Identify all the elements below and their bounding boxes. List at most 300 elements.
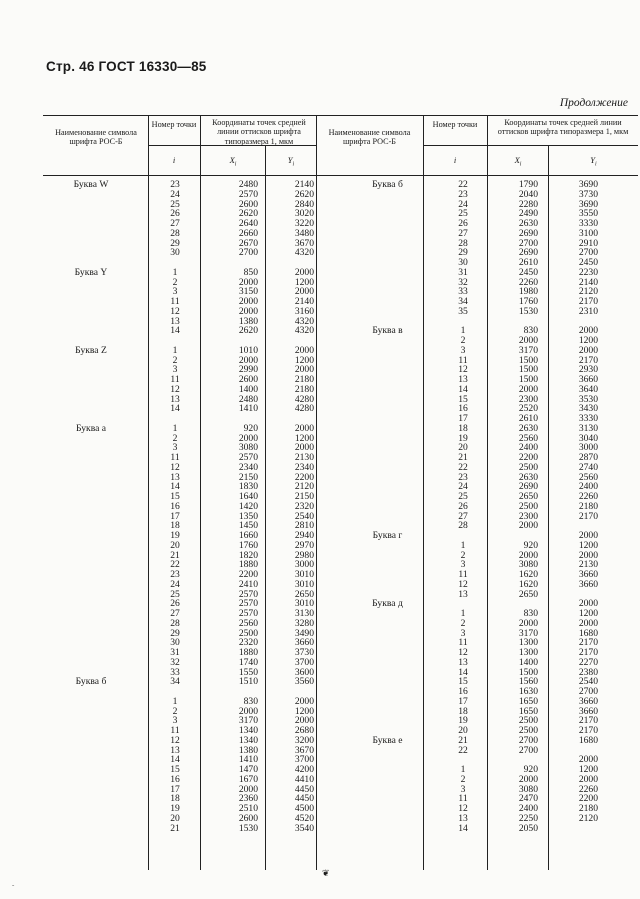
left-y-cell: 3480	[294, 227, 314, 239]
right-number-cell: 32	[458, 276, 468, 288]
right-x-cell: 2000	[518, 773, 538, 785]
left-x-cell: 2670	[238, 237, 258, 249]
left-number-cell: 11	[170, 725, 180, 736]
left-y-cell: 2650	[294, 588, 314, 600]
left-x-cell: 850	[243, 266, 258, 278]
left-number-cell: 20	[170, 539, 180, 551]
right-x-cell: 2250	[518, 812, 538, 824]
right-number-cell: 11	[458, 354, 468, 366]
left-y-cell: 2000	[294, 442, 314, 454]
header-symbol-name: Наименование символа шрифта РОС-Б	[55, 128, 137, 147]
right-number-cell: 11	[458, 637, 468, 649]
header-coordinates: Координаты точек средней линии оттисков шрифта типоразмера 1, мкм	[497, 118, 629, 137]
left-number-cell: 24	[170, 578, 180, 590]
right-y-cell: 1200	[578, 335, 598, 346]
right-y-cell: 2930	[578, 364, 598, 376]
right-name-cell	[340, 746, 435, 756]
header-symbol-name: Наименование символа шрифта РОС-Б	[328, 128, 411, 147]
right-name-cell	[340, 268, 435, 278]
left-number-cell: 11	[170, 452, 180, 463]
left-x-cell: 830	[243, 695, 258, 707]
left-x-cell: 2200	[238, 569, 258, 580]
left-name-cell: Буква б	[75, 676, 107, 688]
left-number-cell: 3	[172, 442, 178, 454]
right-number-cell: 23	[458, 471, 468, 483]
right-y-cell: 2700	[578, 247, 598, 259]
left-y-cell: 3280	[294, 617, 314, 629]
left-x-cell: 2510	[238, 803, 258, 814]
right-number-cell: 22	[458, 744, 468, 756]
right-name-cell	[340, 541, 435, 551]
right-number-cell: 16	[458, 403, 468, 415]
right-number-cell: 13	[458, 812, 468, 824]
right-y-cell: 1680	[578, 627, 598, 639]
right-header-mid-rule	[423, 145, 638, 146]
right-number-cell: 11	[458, 569, 468, 580]
left-name-cell	[46, 375, 136, 385]
left-y-cell: 2940	[294, 530, 314, 541]
left-number-cell: 1	[172, 422, 178, 434]
left-x-cell: 2570	[238, 188, 258, 200]
right-name-cell	[340, 200, 435, 210]
right-x-column	[498, 180, 538, 833]
right-y-cell: 3730	[578, 188, 598, 200]
right-y-cell: 3550	[578, 208, 598, 220]
left-number-cell: 20	[170, 812, 180, 824]
left-x-cell: 2410	[238, 578, 258, 590]
right-y-cell: 2170	[578, 715, 598, 727]
left-number-cell: 27	[170, 218, 180, 229]
left-number-cell: 13	[170, 471, 180, 483]
right-x-cell: 920	[523, 539, 538, 551]
header-y: $Y_i$	[590, 155, 597, 168]
right-x-cell: 2700	[518, 734, 538, 746]
col-divider	[265, 145, 266, 870]
right-y-cell: 3330	[578, 218, 598, 229]
right-name-cell	[340, 385, 435, 395]
left-y-cell: 2000	[294, 364, 314, 376]
left-name-cell	[46, 794, 136, 804]
right-y-cell: 3690	[578, 198, 598, 210]
right-number-cell: 21	[458, 734, 468, 746]
left-name-column	[46, 180, 136, 824]
left-name-cell	[46, 200, 136, 210]
left-x-cell: 2600	[238, 374, 258, 385]
left-x-cell: 2500	[238, 627, 258, 639]
continuation-label: Продолжение	[559, 97, 628, 109]
right-y-cell: 2180	[578, 500, 598, 512]
right-x-cell: 2200	[518, 452, 538, 463]
left-x-cell: 2600	[238, 198, 258, 210]
right-x-cell: 2700	[518, 744, 538, 756]
left-x-cell: 2000	[238, 305, 258, 317]
right-name-cell	[340, 209, 435, 219]
right-x-cell: 3080	[518, 783, 538, 795]
right-y-cell: 2000	[578, 530, 598, 541]
left-number-cell: 25	[170, 198, 180, 210]
left-x-cell: 1530	[238, 822, 258, 834]
right-number-cell: 12	[458, 647, 468, 658]
left-x-cell: 1660	[238, 530, 258, 541]
left-y-cell: 3130	[294, 608, 314, 619]
right-y-cell: 3530	[578, 393, 598, 405]
right-x-cell: 2690	[518, 227, 538, 239]
right-y-cell: 2270	[578, 656, 598, 668]
left-y-cell: 2000	[294, 695, 314, 707]
right-x-cell: 1620	[518, 569, 538, 580]
right-name-cell	[340, 492, 435, 502]
right-number-cell: 12	[458, 578, 468, 590]
right-y-cell: 2130	[578, 559, 598, 571]
right-y-cell: 2700	[578, 686, 598, 697]
right-number-cell: 18	[458, 422, 468, 434]
right-name-cell	[340, 716, 435, 726]
left-number-cell: 2	[172, 432, 178, 444]
right-y-cell: 2260	[578, 491, 598, 502]
right-y-column	[555, 180, 598, 824]
left-number-cell: 14	[170, 403, 180, 415]
right-y-cell: 2120	[578, 812, 598, 824]
right-y-cell: 2000	[578, 773, 598, 785]
left-y-cell: 2000	[294, 266, 314, 278]
left-name-cell	[46, 697, 136, 707]
left-name-cell	[46, 560, 136, 570]
right-name-cell	[340, 453, 435, 463]
right-number-cell: 15	[458, 393, 468, 405]
left-name-cell	[46, 648, 136, 658]
left-x-cell: 3150	[238, 286, 258, 298]
right-x-cell: 830	[523, 325, 538, 337]
right-x-cell: 2260	[518, 276, 538, 288]
right-x-cell: 2500	[518, 500, 538, 512]
right-number-cell: 14	[458, 822, 468, 834]
right-name-cell	[340, 482, 435, 492]
right-x-cell: 1530	[518, 305, 538, 317]
right-name-cell	[340, 580, 435, 590]
right-number-cell: 1	[460, 608, 466, 619]
right-name-cell	[340, 697, 435, 707]
left-name-cell	[46, 287, 136, 297]
right-number-cell: 11	[458, 793, 468, 805]
right-number-cell: 22	[458, 179, 468, 190]
header-point-number: Номер точки	[432, 120, 478, 129]
right-number-cell: 35	[458, 305, 468, 317]
right-x-cell: 2490	[518, 208, 538, 220]
right-y-cell: 2450	[578, 257, 598, 268]
right-x-cell: 1620	[518, 578, 538, 590]
col-divider	[148, 115, 149, 870]
left-y-cell: 3560	[294, 676, 314, 688]
left-x-cell: 1410	[238, 754, 258, 766]
scan-mark-icon: ˘	[12, 884, 15, 892]
left-number-cell: 33	[170, 666, 180, 678]
left-number-cell: 11	[170, 374, 180, 385]
left-name-cell	[46, 755, 136, 765]
right-number-cell: 24	[458, 198, 468, 210]
left-x-cell: 2990	[238, 364, 258, 376]
left-x-cell: 1450	[238, 520, 258, 532]
left-y-cell: 2180	[294, 374, 314, 385]
left-y-cell: 4410	[294, 773, 314, 785]
right-name-cell	[340, 658, 435, 668]
right-x-cell: 2000	[518, 617, 538, 629]
left-y-cell: 2200	[294, 471, 314, 483]
right-name-cell	[340, 297, 435, 307]
right-number-cell: 20	[458, 725, 468, 736]
left-x-cell: 2000	[238, 354, 258, 366]
right-x-cell: 3170	[518, 344, 538, 356]
left-name-cell	[46, 629, 136, 639]
left-name-cell	[46, 229, 136, 239]
left-y-cell: 4500	[294, 803, 314, 814]
right-y-cell: 2310	[578, 305, 598, 317]
left-name-cell	[46, 395, 136, 405]
left-x-cell: 2000	[238, 705, 258, 717]
right-y-cell: 2170	[578, 296, 598, 307]
right-name-cell	[340, 551, 435, 561]
left-number-cell: 24	[170, 188, 180, 200]
left-number-cell: 16	[170, 500, 180, 512]
left-name-cell	[46, 209, 136, 219]
left-y-cell: 3700	[294, 656, 314, 668]
right-number-cell: 31	[458, 266, 468, 278]
left-number-cell: 3	[172, 364, 178, 376]
right-name-cell	[340, 287, 435, 297]
left-name-cell	[46, 804, 136, 814]
right-y-cell: 2120	[578, 286, 598, 298]
header-coordinates: Координаты точек средней линии оттисков шрифта типоразмера 1, мкм	[212, 118, 306, 146]
right-name-cell	[340, 765, 435, 775]
header-point-number: Номер точки	[151, 120, 197, 129]
left-x-cell: 3170	[238, 715, 258, 727]
left-x-cell: 2620	[238, 325, 258, 337]
right-name-cell	[340, 629, 435, 639]
right-name-cell: Буква б	[372, 179, 403, 190]
left-x-cell: 2150	[238, 471, 258, 483]
left-y-cell: 2140	[294, 179, 314, 190]
left-name-cell	[46, 453, 136, 463]
right-x-cell: 2000	[518, 335, 538, 346]
left-x-cell: 2000	[238, 276, 258, 288]
left-x-cell: 2340	[238, 461, 258, 473]
right-name-cell	[340, 336, 435, 346]
left-x-cell: 2360	[238, 793, 258, 805]
right-y-cell: 1200	[578, 764, 598, 775]
right-y-cell: 2200	[578, 793, 598, 805]
left-number-cell: 21	[170, 822, 180, 834]
right-y-cell: 2170	[578, 354, 598, 366]
left-y-cell: 3000	[294, 559, 314, 571]
right-number-cell: 13	[458, 656, 468, 668]
left-x-cell: 1880	[238, 647, 258, 658]
left-name-cell	[46, 687, 136, 697]
left-name-cell	[46, 317, 136, 327]
left-y-cell: 3160	[294, 305, 314, 317]
left-y-cell: 3670	[294, 237, 314, 249]
right-number-cell: 24	[458, 481, 468, 493]
right-number-cell: 25	[458, 208, 468, 220]
left-number-cell: 30	[170, 637, 180, 649]
left-name-cell: Буква W	[73, 179, 109, 190]
left-number-cell: 15	[170, 764, 180, 775]
left-x-cell: 1740	[238, 656, 258, 668]
left-name-cell	[46, 365, 136, 375]
right-name-cell	[340, 414, 435, 424]
left-name-cell	[46, 551, 136, 561]
left-y-cell: 3490	[294, 627, 314, 639]
left-y-cell: 4450	[294, 783, 314, 795]
right-y-cell: 1200	[578, 608, 598, 619]
left-name-cell	[46, 707, 136, 717]
left-name-cell	[46, 326, 136, 336]
right-x-cell: 1650	[518, 695, 538, 707]
right-name-cell: Буква г	[372, 530, 403, 541]
left-name-cell	[46, 443, 136, 453]
right-number-cell: 21	[458, 452, 468, 463]
right-x-cell: 3080	[518, 559, 538, 571]
left-name-cell	[46, 404, 136, 414]
left-x-cell: 1820	[238, 549, 258, 561]
right-y-cell: 2400	[578, 481, 598, 493]
left-y-cell: 4320	[294, 247, 314, 259]
right-number-cell: 29	[458, 247, 468, 259]
right-y-cell: 2170	[578, 637, 598, 649]
left-number-cell: 12	[170, 461, 180, 473]
right-x-cell: 2630	[518, 218, 538, 229]
left-number-cell: 2	[172, 276, 178, 288]
right-name-column	[340, 180, 435, 804]
left-name-cell	[46, 599, 136, 609]
left-x-cell: 1640	[238, 491, 258, 502]
right-number-cell: 2	[460, 549, 466, 561]
left-x-cell: 1470	[238, 764, 258, 775]
left-number-cell: 17	[170, 510, 180, 522]
right-y-cell: 3430	[578, 403, 598, 415]
right-number-cell: 3	[460, 344, 466, 356]
right-x-cell: 1630	[518, 686, 538, 697]
right-y-cell: 3660	[578, 695, 598, 707]
right-name-cell	[340, 239, 435, 249]
table-top-rule	[43, 115, 638, 116]
left-y-cell: 4450	[294, 793, 314, 805]
left-x-cell: 2700	[238, 247, 258, 259]
right-number-cell: 19	[458, 432, 468, 444]
right-name-cell	[340, 794, 435, 804]
right-number-cell: 26	[458, 218, 468, 229]
right-name-cell: Буква д	[372, 598, 403, 610]
right-x-cell: 1790	[518, 179, 538, 190]
left-number-cell: 18	[170, 520, 180, 532]
right-y-cell: 2560	[578, 471, 598, 483]
left-y-cell: 2140	[294, 296, 314, 307]
right-name-cell	[340, 785, 435, 795]
right-x-cell: 1300	[518, 637, 538, 649]
right-name-cell	[340, 609, 435, 619]
left-y-cell: 2000	[294, 286, 314, 298]
left-y-cell: 4320	[294, 315, 314, 327]
left-name-cell	[46, 190, 136, 200]
left-x-cell: 2570	[238, 608, 258, 619]
left-number-cell: 23	[170, 179, 180, 190]
left-y-cell: 3220	[294, 218, 314, 229]
left-y-cell: 3730	[294, 647, 314, 658]
right-number-cell: 22	[458, 461, 468, 473]
right-y-cell: 3640	[578, 383, 598, 395]
left-name-cell	[46, 521, 136, 531]
left-y-cell: 2980	[294, 549, 314, 561]
right-name-cell	[340, 707, 435, 717]
page-header: Стр. 46 ГОСТ 16330—85	[46, 59, 207, 74]
left-name-cell	[46, 716, 136, 726]
right-x-cell: 2000	[518, 383, 538, 395]
right-number-cell: 33	[458, 286, 468, 298]
left-number-cell: 13	[170, 393, 180, 405]
left-name-cell	[46, 541, 136, 551]
right-x-cell: 1980	[518, 286, 538, 298]
left-y-cell: 2000	[294, 344, 314, 356]
left-name-cell	[46, 385, 136, 395]
left-x-cell: 1550	[238, 666, 258, 678]
right-name-cell	[340, 677, 435, 687]
right-y-cell: 3040	[578, 432, 598, 444]
right-name-cell: Буква в	[372, 325, 403, 337]
left-name-cell	[46, 775, 136, 785]
header-x: $X_i$	[514, 155, 522, 168]
right-name-cell	[340, 463, 435, 473]
left-name-cell	[46, 248, 136, 258]
left-y-cell: 2000	[294, 422, 314, 434]
right-y-cell: 3660	[578, 705, 598, 717]
left-name-cell	[46, 785, 136, 795]
right-number-cell: 2	[460, 335, 466, 346]
left-y-cell: 3010	[294, 569, 314, 580]
right-name-cell	[340, 443, 435, 453]
right-y-cell: 2870	[578, 452, 598, 463]
right-y-cell: 2000	[578, 617, 598, 629]
left-y-column	[271, 180, 314, 833]
left-number-cell: 23	[170, 569, 180, 580]
right-x-cell: 2630	[518, 471, 538, 483]
left-y-cell: 3540	[294, 822, 314, 834]
right-name-cell	[340, 755, 435, 765]
left-y-cell: 2150	[294, 491, 314, 502]
left-x-cell: 1340	[238, 725, 258, 736]
right-name-cell	[340, 473, 435, 483]
right-y-cell: 3130	[578, 422, 598, 434]
right-x-cell: 2300	[518, 510, 538, 522]
left-number-column	[160, 180, 190, 833]
left-number-cell: 22	[170, 559, 180, 571]
right-y-cell: 3660	[578, 374, 598, 385]
left-x-cell: 1670	[238, 773, 258, 785]
left-number-cell: 3	[172, 286, 178, 298]
left-y-cell: 2130	[294, 452, 314, 463]
col-divider	[200, 115, 201, 870]
left-name-cell: Буква Y	[74, 266, 108, 278]
right-name-cell: Буква е	[372, 734, 403, 746]
right-x-cell: 2500	[518, 715, 538, 727]
right-x-cell: 1560	[518, 676, 538, 688]
left-x-cell: 2660	[238, 227, 258, 239]
right-y-cell: 3660	[578, 578, 598, 590]
left-number-cell: 14	[170, 325, 180, 337]
col-divider	[316, 115, 317, 870]
left-number-cell: 30	[170, 247, 180, 259]
right-x-cell: 2650	[518, 491, 538, 502]
left-number-cell: 14	[170, 754, 180, 766]
left-name-cell	[46, 658, 136, 668]
right-number-cell: 23	[458, 188, 468, 200]
